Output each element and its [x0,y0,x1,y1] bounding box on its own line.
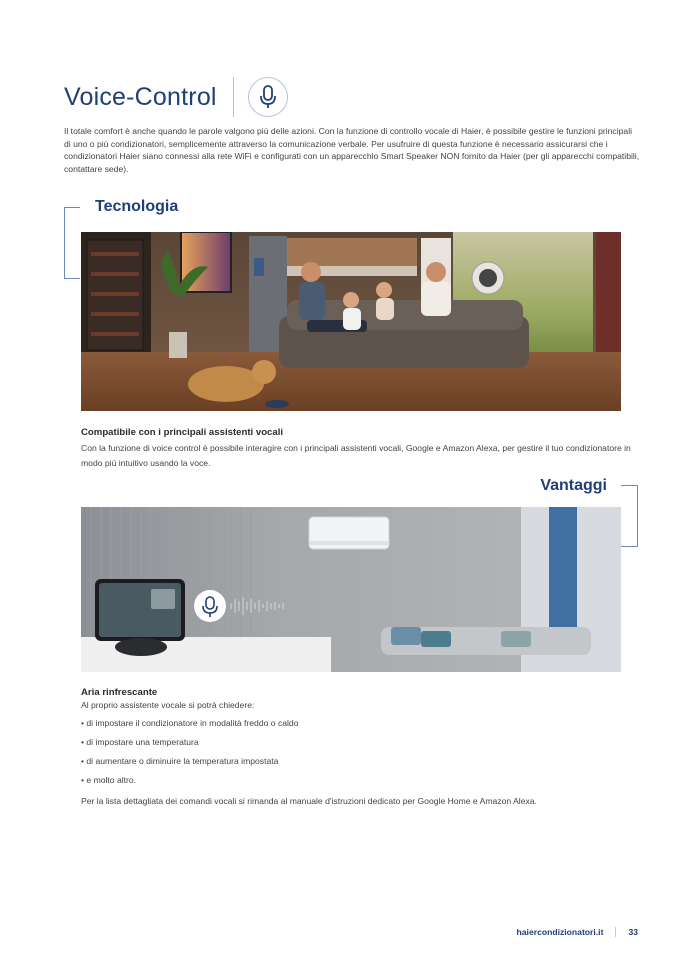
title-divider [233,77,234,117]
aria-intro: Al proprio assistente vocale si potrà chiedere: [81,700,255,710]
list-item: • di impostare una temperatura [81,737,199,747]
microphone-icon [248,77,288,117]
page-number: 33 [628,927,638,937]
list-item: • di impostare il condizionatore in modalità freddo o caldo [81,718,299,728]
list-item: • e molto altro. [81,775,137,785]
aria-block [81,687,636,808]
smart-speaker-air-conditioner-photo [81,507,621,672]
compat-block [81,427,636,471]
list-item: • di aumentare o diminuire la temperatura impostata [81,756,279,766]
footer-divider [615,927,616,937]
manual-reference-text: Per la lista dettagliata dei comandi vocali si rimanda al manuale d'istruzioni dedicato per Google Home e Amazon Alexa. [81,796,537,806]
aria-title: Aria rinfrescante [81,687,158,698]
tecnologia-heading: Tecnologia [95,198,179,215]
aria-bullet-list [81,714,636,790]
section-bracket [64,207,80,279]
vantaggi-heading: Vantaggi [540,477,607,494]
title-row [64,74,288,120]
compat-text: Con la funzione di voice control è possibile interagire con i principali assistenti vocali, Google e Amazon Alexa, per gestire il tuo condizionatore in modo più intuitivo usando la voce. [81,443,631,468]
compat-title: Compatibile con i principali assistenti vocali [81,427,284,438]
intro-paragraph: Il totale comfort è anche quando le parole valgono più delle azioni. Con la funzione di controllo vocale di Haier, è possibile gestire le funzioni principali di uno o più condizionatori, semplicemente attraverso la comunicazione verbale. Per usufruire di questa funzione è necessario assicurarsi che i condizionatori Haier siano connessi alla rete WiFi e configurati con un apparecchio Smart Speaker NON fornito da Haier (per gli apparecchi compatibili, contattare sede). [64,126,640,174]
page-title: Voice-Control [64,82,217,111]
footer-site-link[interactable]: haiercondizionatori.it [516,927,604,937]
family-living-room-photo [81,232,621,411]
section-bracket-right [621,485,638,547]
footer [517,927,638,937]
